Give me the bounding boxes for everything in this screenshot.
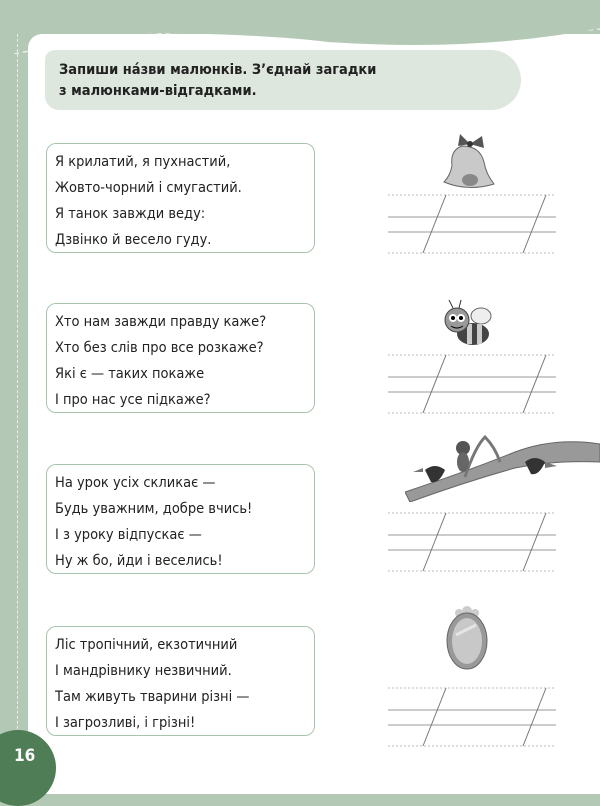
mirror-icon: [444, 605, 490, 671]
left-dashed-border: [17, 34, 18, 754]
task-line-2: з малюнками-відгадками.: [59, 83, 257, 99]
riddle-line: Ліс тропічний, екзотичний: [55, 637, 238, 653]
task-line-1: Запиши на́зви малюнків. З’єднай загадки: [59, 62, 377, 78]
writing-lines-4[interactable]: [388, 687, 556, 747]
riddle-line: Ну ж бо, йди і веселись!: [55, 553, 223, 569]
riddle-line: Я танок завжди веду:: [55, 206, 206, 222]
jungle-branch-icon: [405, 432, 600, 502]
riddle-line: Там живуть тварини різні —: [55, 689, 250, 705]
page-number: 16: [0, 730, 56, 806]
riddle-line: Жовто-чорний і смугастий.: [55, 180, 242, 196]
riddle-line: На урок усіх скликає —: [55, 475, 216, 491]
riddle-box-2: [46, 303, 315, 413]
riddle-box-4: [46, 626, 315, 736]
riddle-line: Хто без слів про все розкаже?: [55, 340, 264, 356]
riddle-box-3: [46, 464, 315, 574]
task-instruction: [45, 50, 521, 110]
riddle-line: Дзвінко й весело гуду.: [55, 232, 212, 248]
riddle-line: Хто нам завжди правду каже?: [55, 314, 267, 330]
writing-lines-1[interactable]: [388, 194, 556, 254]
riddle-line: І про нас усе підкаже?: [55, 392, 211, 408]
riddle-box-1: [46, 143, 315, 253]
riddle-line: Які є — таких покаже: [55, 366, 205, 382]
riddle-line: І з уроку відпускає —: [55, 527, 202, 543]
bell-icon: [440, 132, 500, 190]
bee-icon: [443, 298, 495, 352]
riddle-line: Будь уважним, добре вчись!: [55, 501, 253, 517]
riddle-line: Я крилатий, я пухнастий,: [55, 154, 231, 170]
writing-lines-3[interactable]: [388, 512, 556, 572]
writing-lines-2[interactable]: [388, 354, 556, 414]
riddle-line: І загрозливі, і грізні!: [55, 715, 196, 731]
riddle-line: І мандрівнику незвичний.: [55, 663, 232, 679]
